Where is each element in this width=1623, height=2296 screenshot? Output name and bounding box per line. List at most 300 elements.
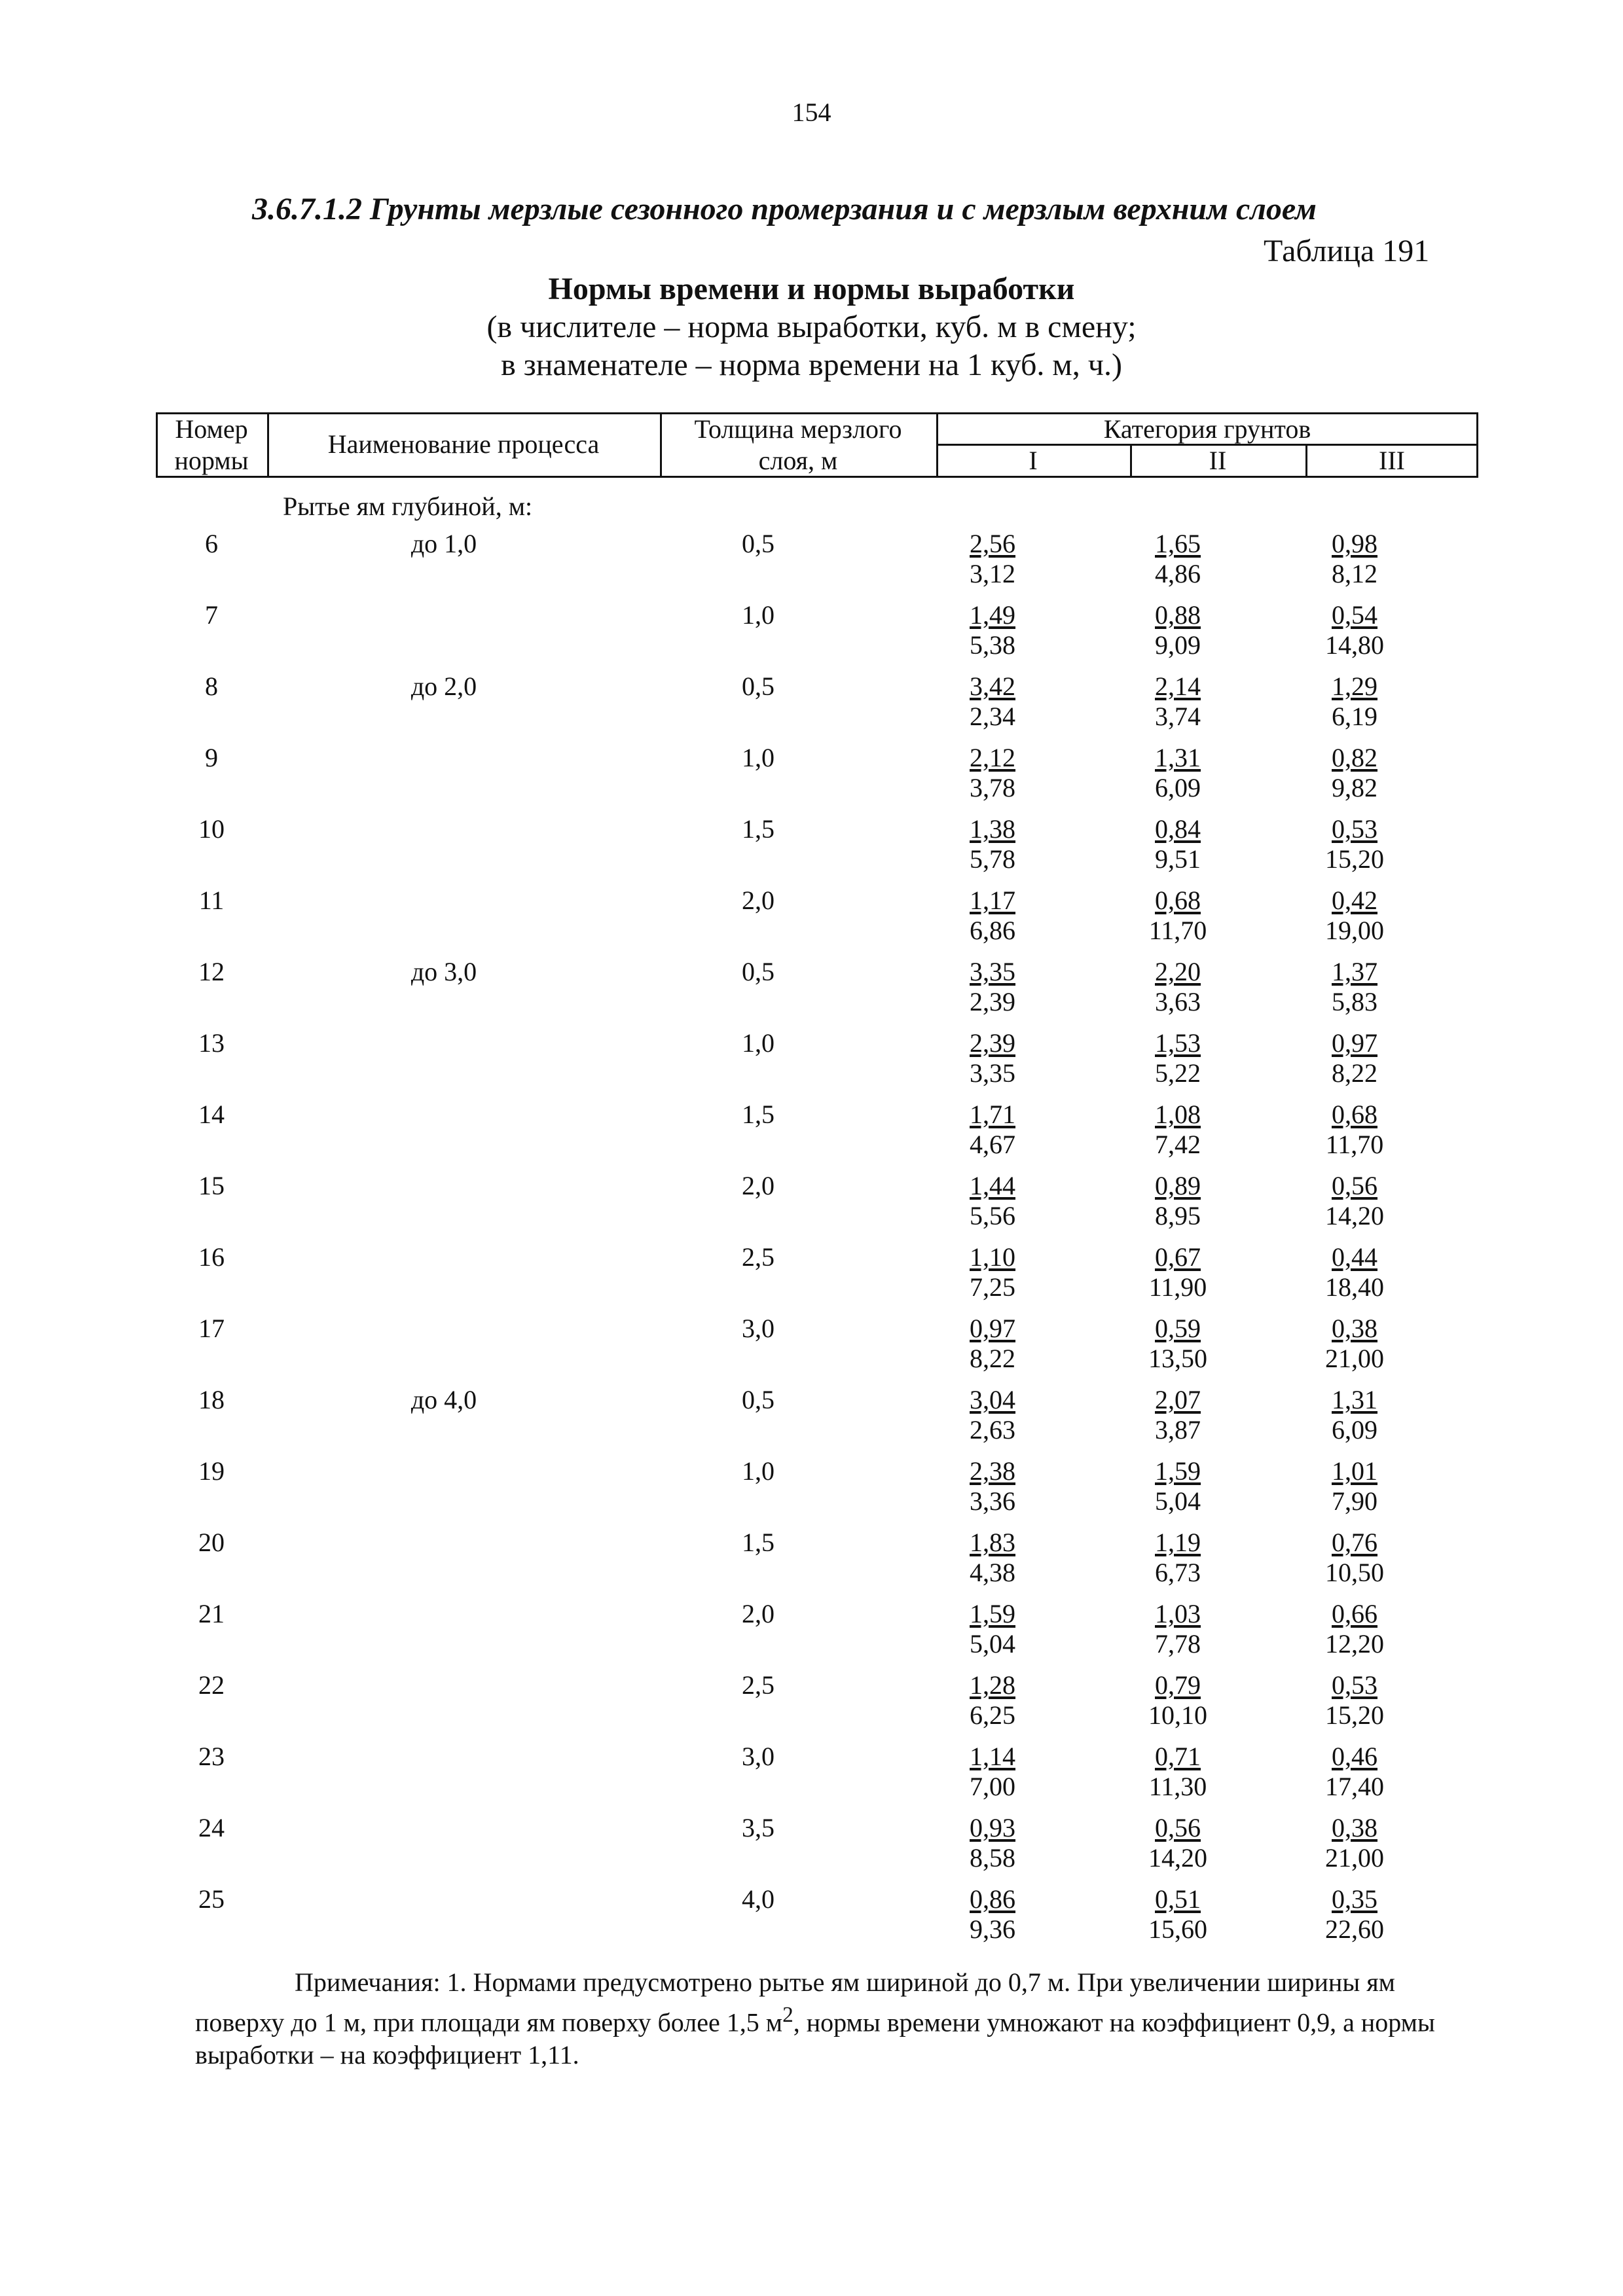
time-norm: 8,22	[1332, 1058, 1377, 1088]
notes-text	[195, 1966, 1439, 2072]
row-category-1-cell	[896, 1813, 1089, 1873]
output-norm: 1,29	[1332, 672, 1377, 701]
row-number: 11	[198, 886, 225, 915]
output-norm: 0,53	[1332, 1670, 1377, 1700]
time-norm: 14,20	[1325, 1201, 1384, 1230]
fraction	[1325, 1528, 1384, 1588]
row-number: 20	[198, 1528, 225, 1557]
row-category-3-cell	[1266, 743, 1443, 803]
output-norm: 0,68	[1331, 1100, 1377, 1129]
fraction	[1325, 1242, 1384, 1302]
fraction	[1148, 1813, 1207, 1873]
time-norm: 3,12	[970, 559, 1015, 588]
output-norm: 0,38	[1332, 1314, 1377, 1343]
row-thickness: 0,5	[742, 1385, 775, 1414]
row-category-3-cell	[1266, 1884, 1443, 1945]
row-thickness: 2,5	[742, 1242, 775, 1272]
fraction	[1155, 600, 1201, 660]
output-norm: 0,97	[970, 1314, 1015, 1343]
header-category: Категория грунтов	[1103, 414, 1311, 444]
row-category-1-cell	[896, 1599, 1089, 1659]
row-category-1-cell	[896, 1670, 1089, 1731]
output-norm: 0,44	[1332, 1242, 1377, 1272]
time-norm: 21,00	[1325, 1344, 1384, 1373]
row-category-3-cell	[1266, 672, 1443, 732]
row-category-2-cell	[1089, 1385, 1266, 1445]
subtitle-line-1: (в числителе – норма выработки, куб. м в смену;	[486, 310, 1137, 344]
row-category-3-cell	[1266, 1599, 1443, 1659]
table-row	[156, 1242, 1478, 1314]
time-norm: 3,35	[970, 1058, 1015, 1088]
fraction	[970, 529, 1015, 589]
fraction	[1148, 1314, 1207, 1374]
output-norm: 0,76	[1332, 1528, 1377, 1557]
row-category-1-cell	[896, 1742, 1089, 1802]
time-norm: 6,19	[1332, 702, 1377, 731]
time-norm: 6,09	[1155, 773, 1201, 802]
row-thickness: 0,5	[742, 672, 775, 701]
time-norm: 9,51	[1155, 844, 1201, 874]
time-norm: 21,00	[1325, 1843, 1384, 1873]
row-category-2-cell	[1089, 1171, 1266, 1231]
time-norm: 5,22	[1155, 1058, 1201, 1088]
output-norm: 0,88	[1155, 600, 1201, 630]
output-norm: 2,12	[970, 743, 1015, 772]
fraction	[1149, 1742, 1207, 1802]
output-norm: 2,07	[1155, 1385, 1201, 1414]
row-category-2-cell	[1089, 1884, 1266, 1945]
row-number: 21	[198, 1599, 225, 1628]
fraction	[970, 1813, 1015, 1873]
output-norm: 1,31	[1155, 743, 1201, 772]
fraction	[970, 1100, 1015, 1160]
time-norm: 3,63	[1155, 987, 1201, 1016]
fraction	[1332, 1456, 1377, 1516]
fraction	[1148, 1884, 1207, 1945]
row-thickness: 2,0	[742, 1599, 775, 1628]
output-norm: 0,86	[970, 1884, 1015, 1914]
time-norm: 5,78	[970, 844, 1015, 874]
time-norm: 17,40	[1325, 1772, 1384, 1801]
time-norm: 11,90	[1148, 1272, 1207, 1302]
row-number: 13	[198, 1028, 225, 1058]
output-norm: 2,56	[970, 529, 1015, 558]
time-norm: 5,04	[1155, 1486, 1201, 1516]
fraction	[1325, 1813, 1384, 1873]
table-row	[156, 1385, 1478, 1456]
table-row	[156, 1599, 1478, 1670]
row-category-1-cell	[896, 1171, 1089, 1231]
output-norm: 1,03	[1155, 1599, 1201, 1628]
row-number: 8	[205, 672, 218, 701]
fraction	[970, 1528, 1015, 1588]
row-category-3-cell	[1266, 600, 1443, 660]
output-norm: 3,35	[970, 957, 1015, 986]
output-norm: 0,53	[1332, 814, 1377, 844]
row-thickness: 0,5	[742, 957, 775, 986]
table-row	[156, 886, 1478, 957]
header-number-line-2: нормы	[174, 446, 249, 475]
row-category-2-cell	[1089, 1242, 1266, 1302]
header-number-line-1: Номер	[175, 414, 248, 444]
table-row	[156, 1456, 1478, 1528]
fraction	[1155, 1100, 1201, 1160]
row-thickness: 1,0	[742, 1028, 775, 1058]
fraction	[970, 1670, 1015, 1731]
row-process-name: до 1,0	[410, 529, 477, 558]
time-norm: 11,70	[1325, 1130, 1384, 1159]
fraction	[1332, 672, 1377, 732]
row-category-3-cell	[1266, 957, 1443, 1017]
output-norm: 0,68	[1154, 886, 1201, 915]
table-row	[156, 1028, 1478, 1100]
row-number: 10	[198, 814, 225, 844]
output-norm: 1,28	[970, 1670, 1015, 1700]
group-label: Рытье ям глубиной, м:	[283, 492, 533, 521]
section-title: 3.6.7.1.2 Грунты мерзлые сезонного промерзания и с мерзлым верхним слоем	[252, 192, 1317, 226]
row-thickness: 2,5	[742, 1670, 775, 1700]
row-process-name: до 3,0	[410, 957, 477, 986]
time-norm: 7,90	[1332, 1486, 1377, 1516]
time-norm: 15,60	[1148, 1914, 1207, 1944]
table-row	[156, 1314, 1478, 1385]
row-thickness: 1,5	[742, 814, 775, 844]
row-thickness: 0,5	[742, 529, 775, 558]
row-category-3-cell	[1266, 1813, 1443, 1873]
row-number: 19	[198, 1456, 225, 1486]
row-category-3-cell	[1266, 1742, 1443, 1802]
row-category-1-cell	[896, 1314, 1089, 1374]
fraction	[1155, 957, 1201, 1017]
time-norm: 9,82	[1332, 773, 1377, 802]
row-category-3-cell	[1266, 1670, 1443, 1731]
output-norm: 1,59	[1155, 1456, 1201, 1486]
output-norm: 0,84	[1155, 814, 1201, 844]
fraction	[970, 1242, 1015, 1302]
time-norm: 6,25	[970, 1700, 1015, 1730]
row-category-2-cell	[1089, 1742, 1266, 1802]
row-category-1-cell	[896, 814, 1089, 874]
fraction	[1155, 1385, 1201, 1445]
table-header	[156, 412, 1478, 478]
row-category-2-cell	[1089, 1813, 1266, 1873]
output-norm: 2,39	[970, 1028, 1015, 1058]
time-norm: 7,00	[970, 1772, 1015, 1801]
row-category-3-cell	[1266, 1171, 1443, 1231]
row-category-2-cell	[1089, 1028, 1266, 1088]
output-norm: 0,97	[1332, 1028, 1377, 1058]
row-category-1-cell	[896, 1242, 1089, 1302]
fraction	[970, 1599, 1015, 1659]
fraction	[1325, 1314, 1384, 1374]
output-norm: 1,83	[970, 1528, 1015, 1557]
table-title: Нормы времени и нормы выработки	[548, 272, 1075, 306]
row-category-2-cell	[1089, 1456, 1266, 1516]
output-norm: 0,82	[1332, 743, 1377, 772]
header-border-bottom	[156, 476, 1478, 478]
fraction	[970, 1456, 1015, 1516]
output-norm: 0,46	[1332, 1742, 1377, 1771]
fraction	[970, 1385, 1015, 1445]
row-category-3-cell	[1266, 1385, 1443, 1445]
time-norm: 8,12	[1332, 559, 1377, 588]
fraction	[1155, 672, 1201, 732]
row-process-name: до 4,0	[410, 1385, 477, 1414]
output-norm: 0,67	[1154, 1242, 1201, 1272]
row-category-1-cell	[896, 1456, 1089, 1516]
row-thickness: 3,0	[742, 1742, 775, 1771]
output-norm: 1,65	[1155, 529, 1201, 558]
fraction	[1325, 814, 1384, 874]
row-category-2-cell	[1089, 814, 1266, 874]
header-name: Наименование процесса	[327, 429, 600, 459]
header-category-2: II	[1209, 446, 1227, 475]
table-row	[156, 1171, 1478, 1242]
time-norm: 7,78	[1155, 1629, 1201, 1659]
output-norm: 0,56	[1332, 1171, 1377, 1200]
notes	[195, 1966, 1439, 2072]
time-norm: 5,38	[970, 630, 1015, 660]
time-norm: 2,63	[970, 1415, 1015, 1444]
output-norm: 1,01	[1332, 1456, 1377, 1486]
fraction	[1326, 1100, 1384, 1160]
row-category-1-cell	[896, 1528, 1089, 1588]
row-category-2-cell	[1089, 886, 1266, 946]
row-thickness: 2,0	[742, 1171, 775, 1200]
time-norm: 6,73	[1155, 1558, 1201, 1587]
row-category-3-cell	[1266, 529, 1443, 589]
row-category-2-cell	[1089, 743, 1266, 803]
output-norm: 3,42	[970, 672, 1015, 701]
time-norm: 7,25	[970, 1272, 1015, 1302]
row-thickness: 1,5	[742, 1528, 775, 1557]
output-norm: 2,38	[970, 1456, 1015, 1486]
table-row	[156, 814, 1478, 886]
time-norm: 11,30	[1148, 1772, 1207, 1801]
output-norm: 0,89	[1155, 1171, 1201, 1200]
header-thickness-line-1: Толщина мерзлого	[694, 414, 902, 444]
time-norm: 2,39	[970, 987, 1015, 1016]
row-category-2-cell	[1089, 957, 1266, 1017]
fraction	[1148, 1670, 1207, 1731]
output-norm: 2,20	[1155, 957, 1201, 986]
table-row	[156, 1884, 1478, 1956]
row-category-3-cell	[1266, 1456, 1443, 1516]
output-norm: 1,31	[1332, 1385, 1377, 1414]
output-norm: 0,71	[1154, 1742, 1201, 1771]
output-norm: 0,42	[1332, 886, 1377, 915]
time-norm: 10,50	[1325, 1558, 1384, 1587]
time-norm: 3,78	[970, 773, 1015, 802]
row-category-2-cell	[1089, 600, 1266, 660]
time-norm: 3,87	[1155, 1415, 1201, 1444]
row-category-2-cell	[1089, 1670, 1266, 1731]
fraction	[970, 1171, 1015, 1231]
fraction	[970, 743, 1015, 803]
output-norm: 3,04	[970, 1385, 1015, 1414]
row-category-2-cell	[1089, 1314, 1266, 1374]
time-norm: 18,40	[1325, 1272, 1384, 1302]
fraction	[1332, 743, 1377, 803]
fraction	[970, 1884, 1015, 1945]
row-number: 24	[198, 1813, 225, 1842]
row-number: 15	[198, 1171, 225, 1200]
row-thickness: 1,5	[742, 1100, 775, 1129]
output-norm: 0,79	[1155, 1670, 1201, 1700]
table-row	[156, 1813, 1478, 1884]
fraction	[1155, 1528, 1201, 1588]
table-row	[156, 1528, 1478, 1599]
row-number: 16	[198, 1242, 225, 1272]
row-category-2-cell	[1089, 1528, 1266, 1588]
fraction	[970, 600, 1015, 660]
output-norm: 0,35	[1332, 1884, 1377, 1914]
fraction	[1325, 600, 1384, 660]
time-norm: 22,60	[1325, 1914, 1384, 1944]
output-norm: 0,98	[1332, 529, 1377, 558]
row-category-1-cell	[896, 886, 1089, 946]
time-norm: 11,70	[1148, 916, 1207, 945]
table-row	[156, 1742, 1478, 1813]
output-norm: 1,08	[1155, 1100, 1201, 1129]
time-norm: 4,38	[970, 1558, 1015, 1587]
output-norm: 1,38	[970, 814, 1015, 844]
fraction	[1332, 957, 1377, 1017]
row-thickness: 1,0	[742, 1456, 775, 1486]
row-category-3-cell	[1266, 1314, 1443, 1374]
output-norm: 2,14	[1155, 672, 1201, 701]
row-thickness: 3,0	[742, 1314, 775, 1343]
row-number: 6	[205, 529, 218, 558]
output-norm: 0,66	[1332, 1599, 1377, 1628]
table-row	[156, 957, 1478, 1028]
header-thickness-line-2: слоя, м	[758, 446, 838, 475]
table-row	[156, 529, 1478, 600]
row-category-3-cell	[1266, 1242, 1443, 1302]
time-norm: 14,20	[1148, 1843, 1207, 1873]
fraction	[1332, 529, 1377, 589]
fraction	[970, 886, 1015, 946]
subtitle-line-2: в знаменателе – норма времени на 1 куб. м, ч.)	[501, 348, 1122, 382]
row-category-3-cell	[1266, 886, 1443, 946]
output-norm: 0,51	[1155, 1884, 1201, 1914]
table-body	[156, 529, 1478, 1956]
row-category-1-cell	[896, 1385, 1089, 1445]
output-norm: 0,59	[1155, 1314, 1201, 1343]
header-category-1: I	[1029, 446, 1038, 475]
time-norm: 4,86	[1155, 559, 1201, 588]
table-label: Таблица 191	[1264, 234, 1430, 268]
row-number: 22	[198, 1670, 225, 1700]
fraction	[970, 1314, 1015, 1374]
output-norm: 1,14	[970, 1742, 1015, 1771]
row-category-2-cell	[1089, 1100, 1266, 1160]
output-norm: 1,53	[1155, 1028, 1201, 1058]
row-category-1-cell	[896, 1028, 1089, 1088]
fraction	[1325, 1884, 1384, 1945]
fraction	[1155, 529, 1201, 589]
time-norm: 9,36	[970, 1914, 1015, 1944]
output-norm: 1,10	[970, 1242, 1015, 1272]
fraction	[1325, 1171, 1384, 1231]
fraction	[1155, 743, 1201, 803]
row-thickness: 1,0	[742, 600, 775, 630]
row-category-3-cell	[1266, 1100, 1443, 1160]
time-norm: 5,56	[970, 1201, 1015, 1230]
output-norm: 1,71	[970, 1100, 1015, 1129]
row-number: 12	[198, 957, 225, 986]
row-number: 18	[198, 1385, 225, 1414]
time-norm: 12,20	[1325, 1629, 1384, 1659]
time-norm: 3,74	[1155, 702, 1201, 731]
row-category-1-cell	[896, 957, 1089, 1017]
row-number: 9	[205, 743, 218, 772]
table-row	[156, 1670, 1478, 1742]
row-category-2-cell	[1089, 1599, 1266, 1659]
time-norm: 8,22	[970, 1344, 1015, 1373]
row-number: 23	[198, 1742, 225, 1771]
row-thickness: 4,0	[742, 1884, 775, 1914]
page-number: 154	[792, 98, 831, 127]
time-norm: 14,80	[1325, 630, 1384, 660]
time-norm: 19,00	[1325, 916, 1384, 945]
fraction	[1149, 886, 1207, 946]
output-norm: 1,19	[1155, 1528, 1201, 1557]
output-norm: 0,38	[1332, 1813, 1377, 1842]
table-row	[156, 600, 1478, 672]
fraction	[1325, 886, 1384, 946]
row-thickness: 3,5	[742, 1813, 775, 1842]
row-category-1-cell	[896, 743, 1089, 803]
time-norm: 8,95	[1155, 1201, 1201, 1230]
fraction	[970, 814, 1015, 874]
header-category-3: III	[1379, 446, 1405, 475]
fraction	[1332, 1028, 1377, 1088]
time-norm: 9,09	[1155, 630, 1201, 660]
output-norm: 1,49	[970, 600, 1015, 630]
row-category-1-cell	[896, 672, 1089, 732]
time-norm: 13,50	[1148, 1344, 1207, 1373]
time-norm: 5,83	[1332, 987, 1377, 1016]
output-norm: 1,37	[1332, 957, 1377, 986]
time-norm: 2,34	[970, 702, 1015, 731]
row-category-3-cell	[1266, 814, 1443, 874]
notes-superscript: 2	[782, 2003, 793, 2027]
row-number: 17	[198, 1314, 225, 1343]
output-norm: 1,59	[970, 1599, 1015, 1628]
output-norm: 1,17	[970, 886, 1015, 915]
row-category-2-cell	[1089, 672, 1266, 732]
fraction	[1155, 1599, 1201, 1659]
fraction	[1325, 1742, 1384, 1802]
table-row	[156, 743, 1478, 814]
notes-part-1: Примечания: 1. Нормами предусмотрено рытье ям шириной до 0,7 м. При увеличении ширины ям поверху до 1 м, при площади ям поверху более 1,5 м	[195, 1967, 1395, 2037]
time-norm: 8,58	[970, 1843, 1015, 1873]
row-thickness: 2,0	[742, 886, 775, 915]
time-norm: 15,20	[1325, 844, 1384, 874]
row-number: 14	[198, 1100, 225, 1129]
fraction	[1155, 814, 1201, 874]
time-norm: 5,04	[970, 1629, 1015, 1659]
row-category-1-cell	[896, 1100, 1089, 1160]
row-thickness: 1,0	[742, 743, 775, 772]
time-norm: 10,10	[1148, 1700, 1207, 1730]
row-number: 25	[198, 1884, 225, 1914]
time-norm: 3,36	[970, 1486, 1015, 1516]
fraction	[970, 1742, 1015, 1802]
table-row	[156, 672, 1478, 743]
row-number: 7	[205, 600, 218, 630]
